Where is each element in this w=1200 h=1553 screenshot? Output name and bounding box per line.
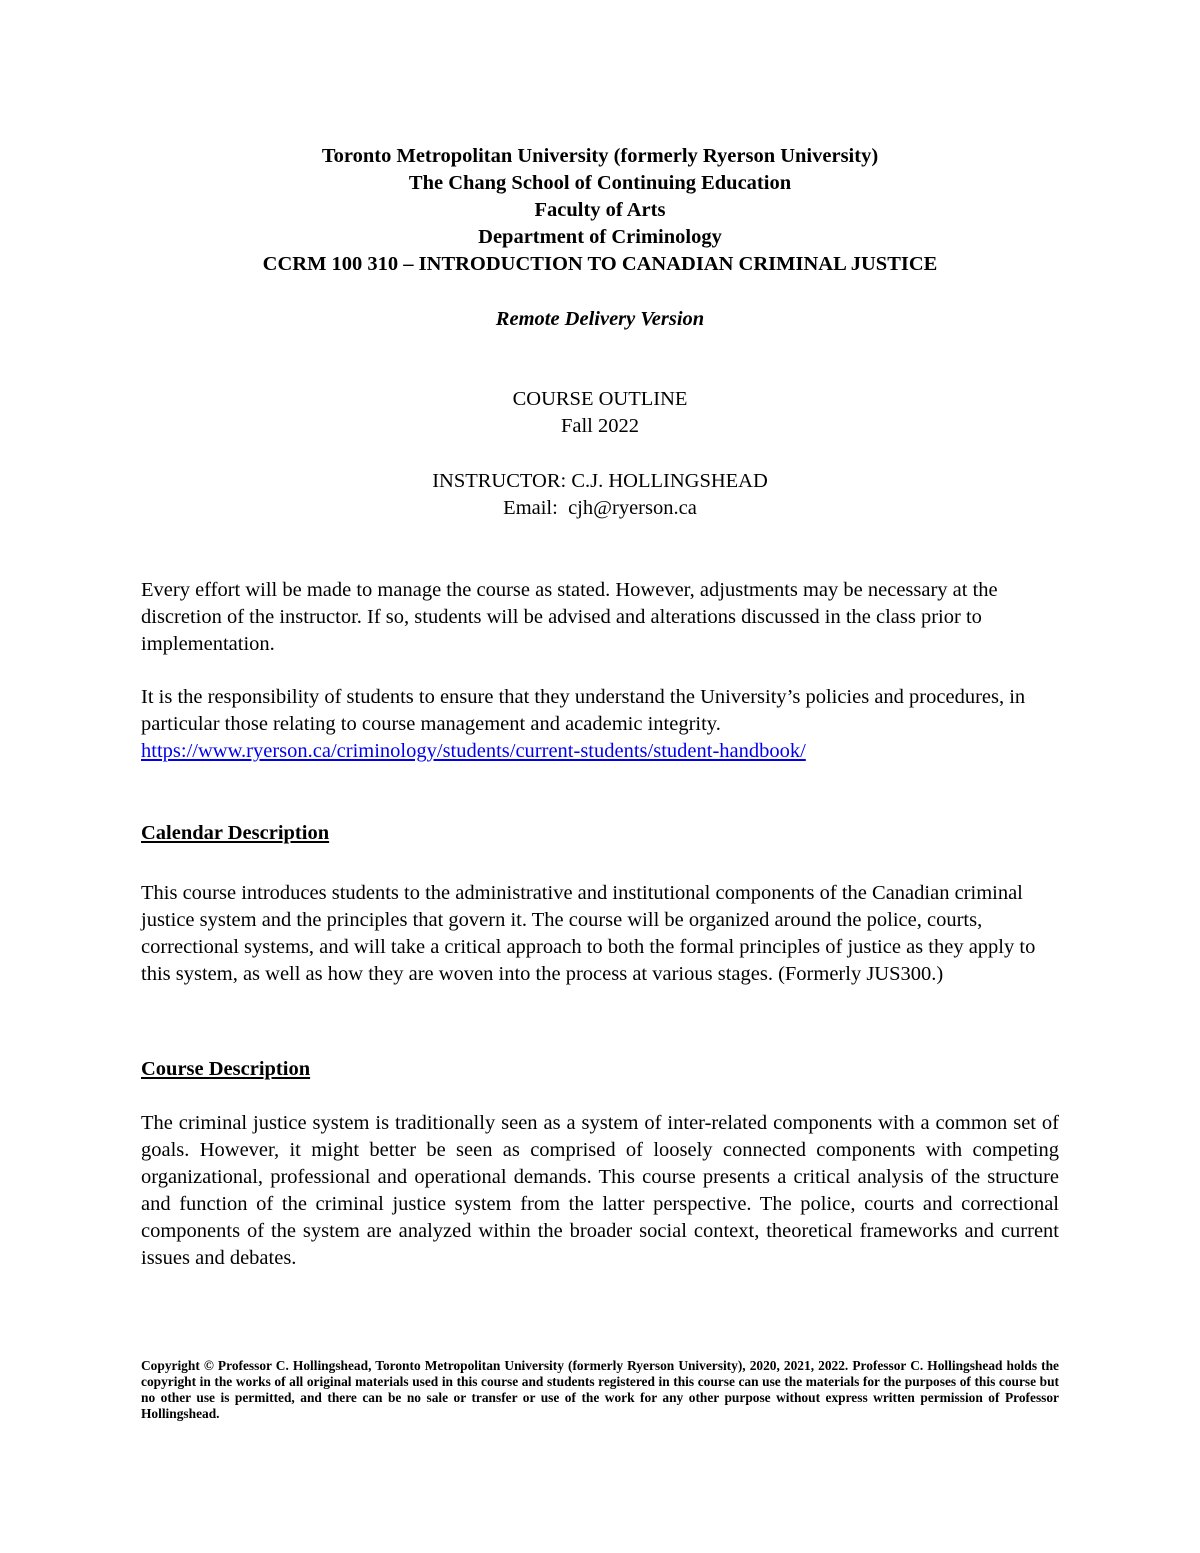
school-name: The Chang School of Continuing Education (408, 172, 792, 194)
calendar-description-text: This course introduces students to the administrative and institutional components of the Canadian criminal justice system and the principles that govern it. The course will be organized around the police, courts, correctional systems, and will take a critical approach to both the formal principles of justice as they apply to this system, as well as how they are woven into the process at various stages. (Formerly JUS300.) (141, 882, 1036, 985)
faculty-name: Faculty of Arts (534, 199, 666, 221)
department-name: Department of Criminology (478, 226, 722, 248)
outline-title: COURSE OUTLINE (512, 388, 688, 410)
course-description-heading: Course Description (141, 1058, 311, 1080)
email-label: Email: (503, 497, 558, 519)
outline-term: Fall 2022 (560, 415, 640, 437)
responsibility-paragraph: It is the responsibility of students to ensure that they understand the University’s policies and procedures, in particular those relating to course management and academic integrity. (141, 686, 1026, 735)
document-header (0, 143, 1200, 278)
copyright-notice: Copyright © Professor C. Hollingshead, Toronto Metropolitan University (formerly Ryerson University), 2020, 2021, 2022. Professor C. Hollingshead holds the copyright in the works of all original materials used in this course and students registered in this course can use the materials for the purposes of this course but no other use is permitted, and there can be no sale or transfer or use of the work for any other purpose without express written permission of Professor Hollingshead. (141, 1358, 1059, 1421)
course-title: CCRM 100 310 – INTRODUCTION TO CANADIAN CRIMINAL JUSTICE (262, 253, 938, 275)
instructor-block (0, 468, 1200, 522)
outline-block (0, 386, 1200, 440)
responsibility-block (141, 684, 1059, 765)
delivery-version: Remote Delivery Version (495, 308, 705, 330)
university-name: Toronto Metropolitan University (formerly Ryerson University) (321, 145, 879, 167)
instructor-email-line (0, 495, 1200, 522)
instructor-line: INSTRUCTOR: C.J. HOLLINGSHEAD (432, 470, 768, 492)
course-description-text: The criminal justice system is traditionally seen as a system of inter-related components with a common set of goals. However, it might better be seen as comprised of loosely connected components with competing organizational, professional and operational demands. This course presents a critical analysis of the structure and function of the criminal justice system from the latter perspective. The police, courts and correctional components of the system are analyzed within the broader social context, theoretical frameworks and current issues and debates. (141, 1112, 1059, 1269)
student-handbook-link[interactable]: https://www.ryerson.ca/criminology/students/current-students/student-handbook/ (141, 740, 806, 762)
calendar-description-heading: Calendar Description (141, 822, 330, 844)
instructor-email: cjh@ryerson.ca (568, 497, 697, 519)
adjustments-paragraph: Every effort will be made to manage the course as stated. However, adjustments may be necessary at the discretion of the instructor. If so, students will be advised and alterations discussed in the class prior to implementation. (141, 579, 998, 655)
